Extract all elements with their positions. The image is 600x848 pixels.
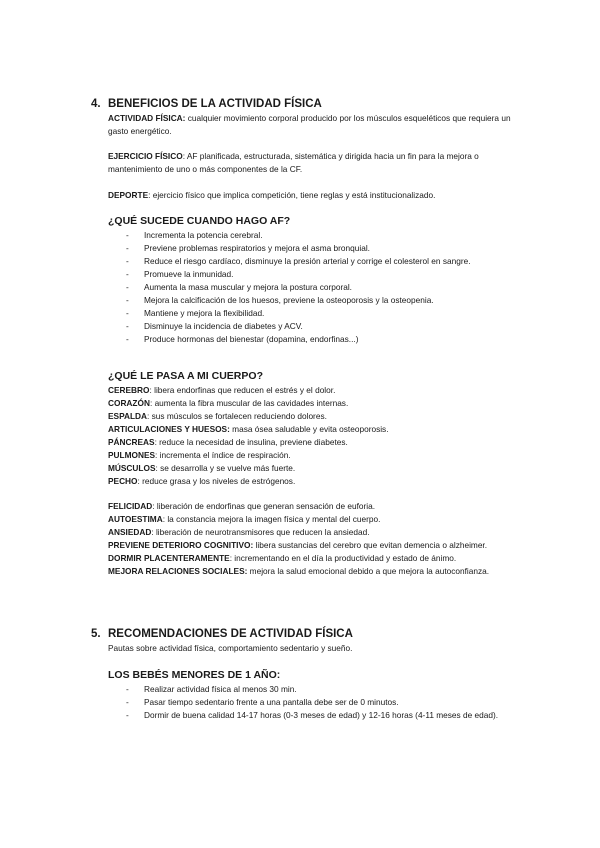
list-item: ANSIEDAD: liberación de neurotransmisores que reducen la ansiedad. xyxy=(108,527,370,537)
list-item: FELICIDAD: liberación de endorfinas que generan sensación de euforia. xyxy=(108,501,376,511)
section-5-title: RECOMENDACIONES DE ACTIVIDAD FÍSICA xyxy=(108,628,353,640)
section-4-title: BENEFICIOS DE LA ACTIVIDAD FÍSICA xyxy=(108,98,322,110)
list-item: PREVIENE DETERIORO COGNITIVO: libera sustancias del cerebro que evitan demencia o alzheimer. xyxy=(108,540,488,550)
list-item: CEREBRO: libera endorfinas que reducen el estrés y el dolor. xyxy=(108,385,336,395)
list-item: - Dormir de buena calidad 14-17 horas (0-3 meses de edad) y 12-16 horas (4-11 meses de edad). xyxy=(108,709,528,722)
mi-cuerpo-heading: ¿QUÉ LE PASA A MI CUERPO? xyxy=(108,370,263,382)
definition-text: : ejercicio físico que implica competición, tiene reglas y está institucionalizado. xyxy=(148,190,436,200)
list-item: - Promueve la inmunidad. xyxy=(108,268,528,281)
list-item: - Produce hormonas del bienestar (dopamina, endorfinas...) xyxy=(108,333,528,346)
list-item: - Aumenta la masa muscular y mejora la postura corporal. xyxy=(108,281,528,294)
list-item: AUTOESTIMA: la constancia mejora la imagen física y mental del cuerpo. xyxy=(108,514,381,524)
definition-actividad-fisica xyxy=(108,112,528,138)
list-item: - Previene problemas respiratorios y mejora el asma bronquial. xyxy=(108,242,528,255)
definition-term: ACTIVIDAD FÍSICA: xyxy=(108,113,186,123)
list-item: ESPALDA: sus músculos se fortalecen reduciendo dolores. xyxy=(108,411,327,421)
list-item: PECHO: reduce grasa y los niveles de estrógenos. xyxy=(108,476,296,486)
bebes-heading: LOS BEBÉS MENORES DE 1 AÑO: xyxy=(108,669,281,681)
section-5-number: 5. xyxy=(91,628,101,640)
body-effects-list xyxy=(108,384,528,488)
mind-effects-list xyxy=(108,500,528,578)
definition-term: EJERCICIO FÍSICO xyxy=(108,151,183,161)
list-item: - Disminuye la incidencia de diabetes y ACV. xyxy=(108,320,528,333)
list-item: - Mejora la calcificación de los huesos, previene la osteoporosis y la osteopenia. xyxy=(108,294,528,307)
list-item: DORMIR PLACENTERAMENTE: incrementando en el día la productividad y estado de ánimo. xyxy=(108,553,457,563)
que-sucede-list xyxy=(108,229,528,346)
list-item: MÚSCULOS: se desarrolla y se vuelve más fuerte. xyxy=(108,463,296,473)
list-item: - Realizar actividad física al menos 30 min. xyxy=(108,683,528,696)
list-item: ARTICULACIONES Y HUESOS: masa ósea saludable y evita osteoporosis. xyxy=(108,424,389,434)
definition-text: : AF planificada, estructurada, sistemática y dirigida hacia un fin para la mejora o mantenimiento de uno o más componentes de la CF. xyxy=(108,151,479,174)
section-5-intro: Pautas sobre actividad física, comportamiento sedentario y sueño. xyxy=(108,643,353,653)
definition-ejercicio-fisico xyxy=(108,150,528,176)
list-item: CORAZÓN: aumenta la fibra muscular de las cavidades internas. xyxy=(108,398,349,408)
definition-term: DEPORTE xyxy=(108,190,149,200)
list-item: MEJORA RELACIONES SOCIALES: mejora la salud emocional debido a que mejora la autoconfianza. xyxy=(108,566,490,576)
list-item: PÁNCREAS: reduce la necesidad de insulina, previene diabetes. xyxy=(108,437,348,447)
section-5-heading xyxy=(91,628,353,640)
list-item: - Pasar tiempo sedentario frente a una pantalla debe ser de 0 minutos. xyxy=(108,696,528,709)
section-4-number: 4. xyxy=(91,98,101,110)
bebes-list xyxy=(108,683,528,722)
list-item: - Incrementa la potencia cerebral. xyxy=(108,229,528,242)
list-item: PULMONES: incrementa el índice de respiración. xyxy=(108,450,291,460)
list-item: - Mantiene y mejora la flexibilidad. xyxy=(108,307,528,320)
definition-text: cualquier movimiento corporal producido por los músculos esqueléticos que requiera un gasto energético. xyxy=(108,113,511,136)
definition-deporte xyxy=(108,189,528,202)
que-sucede-heading: ¿QUÉ SUCEDE CUANDO HAGO AF? xyxy=(108,215,291,227)
section-4-heading xyxy=(91,98,322,110)
list-item: - Reduce el riesgo cardíaco, disminuye la presión arterial y corrige el colesterol en sangre. xyxy=(108,255,528,268)
